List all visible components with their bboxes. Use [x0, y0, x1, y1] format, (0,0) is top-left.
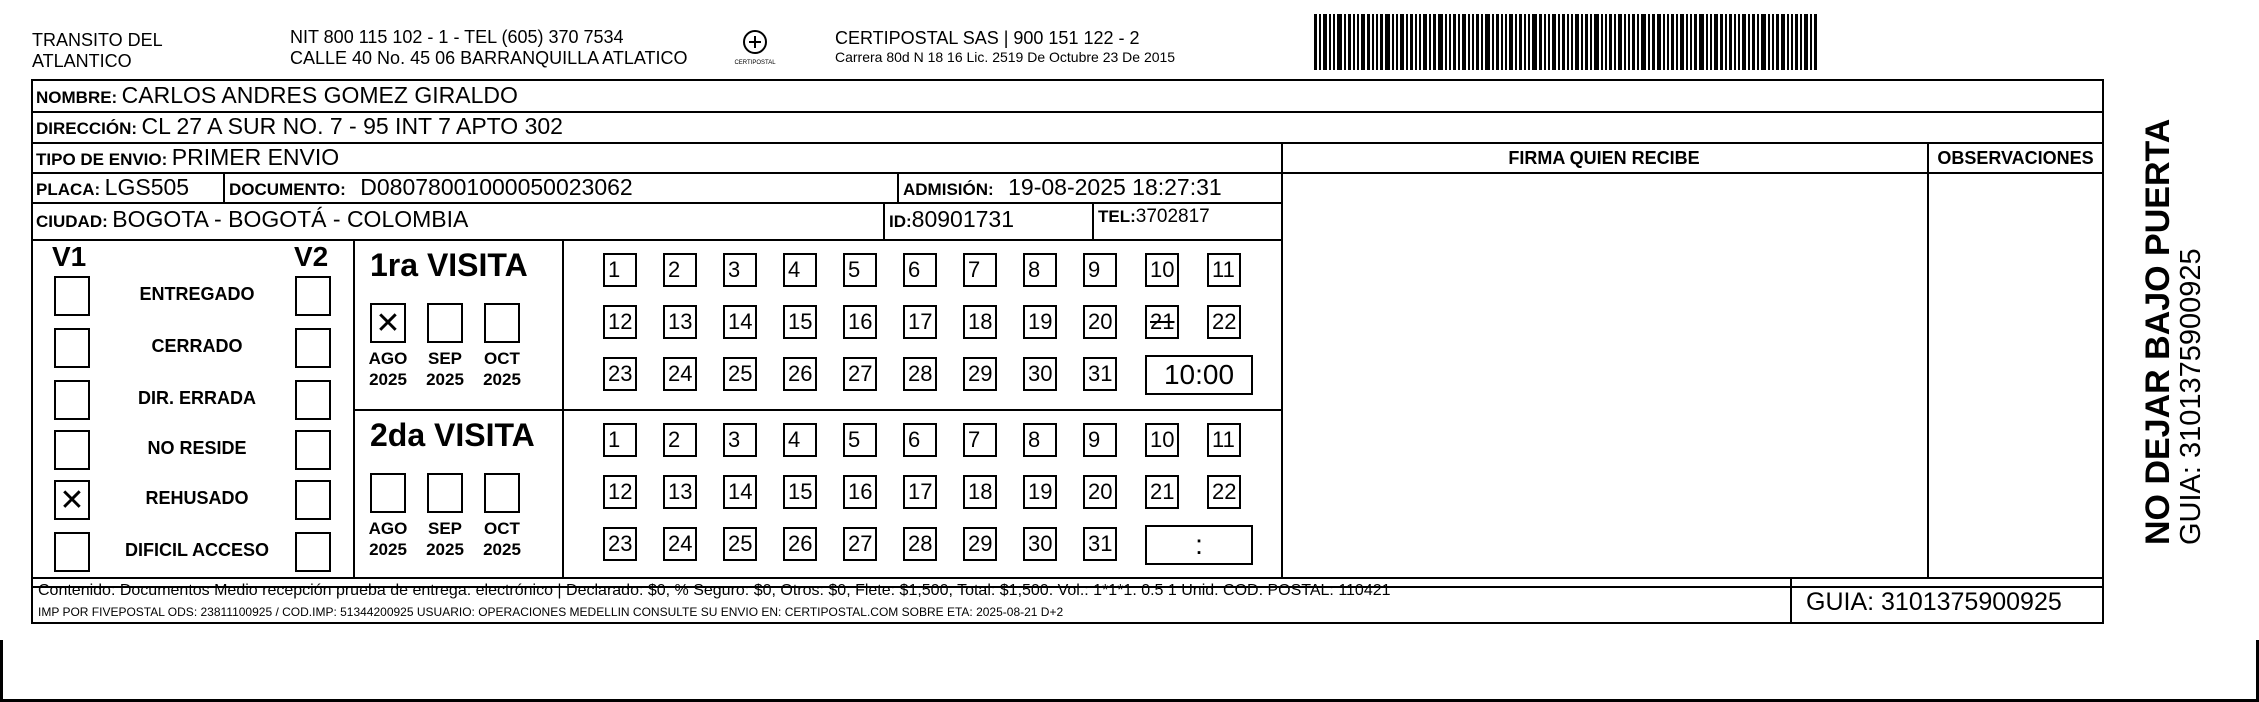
barcode-bar — [1694, 14, 1697, 70]
day-box[interactable]: 28 — [903, 357, 937, 391]
month-label — [417, 348, 473, 390]
barcode-bar — [1528, 14, 1530, 70]
barcode-bar — [1690, 14, 1692, 70]
day-box[interactable]: 30 — [1023, 527, 1057, 561]
barcode-bar — [1472, 14, 1474, 70]
sender-name — [32, 30, 163, 72]
barcode-bar — [1590, 14, 1592, 70]
barcode-bar — [1438, 14, 1443, 70]
day-box[interactable]: 21 — [1145, 475, 1179, 509]
month-label — [360, 348, 416, 390]
month-year: 2025 — [426, 370, 464, 389]
barcode-bar — [1323, 14, 1327, 70]
month-year: 2025 — [483, 540, 521, 559]
barcode-bar — [1776, 14, 1779, 70]
day-box[interactable]: 4 — [783, 423, 817, 457]
barcode-bar — [1628, 14, 1630, 70]
barcode-bar — [1376, 14, 1378, 70]
barcode-bar — [1505, 14, 1507, 70]
v1-checkbox[interactable] — [54, 276, 90, 316]
barcode-bar — [1558, 14, 1560, 70]
observations-header: OBSERVACIONES — [1937, 148, 2094, 168]
license-line: Carrera 80d N 18 16 Lic. 2519 De Octubre 23 De 2015 — [835, 49, 1176, 65]
month-checkbox[interactable] — [427, 473, 463, 513]
barcode — [1314, 14, 1954, 70]
sender-contact — [290, 27, 688, 69]
day-box[interactable]: 14 — [723, 475, 757, 509]
month-name: SEP — [427, 519, 463, 538]
month-name: AGO — [368, 349, 408, 368]
day-box[interactable]: 16 — [843, 305, 877, 339]
month-label — [360, 518, 416, 560]
address-line: CALLE 40 No. 45 06 BARRANQUILLA ATLATICO — [290, 48, 688, 68]
certipostal-logo — [733, 28, 777, 70]
company-line: CERTIPOSTAL SAS | 900 151 122 - 2 — [835, 28, 1140, 48]
barcode-bar — [1632, 14, 1635, 70]
barcode-bar — [1539, 14, 1542, 70]
svg-text:CERTIPOSTAL: CERTIPOSTAL — [734, 60, 776, 66]
barcode-bar — [1333, 14, 1335, 70]
shipment-type: PRIMER ENVIO — [171, 144, 340, 170]
document-label: DOCUMENTO: — [229, 180, 346, 199]
barcode-bar — [1686, 14, 1688, 70]
barcode-bar — [1772, 14, 1774, 70]
day-box[interactable]: 3 — [723, 423, 757, 457]
v1-checkbox[interactable] — [54, 532, 90, 572]
day-box[interactable]: 25 — [723, 527, 757, 561]
barcode-bar — [1548, 14, 1550, 70]
lower-frame — [0, 640, 2259, 702]
barcode-bar — [1353, 14, 1355, 70]
courier-info — [835, 28, 1175, 65]
barcode-bar — [1810, 14, 1812, 70]
barcode-bar — [1605, 14, 1607, 70]
barcode-bar — [1501, 14, 1503, 70]
barcode-bar — [1581, 14, 1583, 70]
status-option: DIFICIL ACCESO — [124, 540, 269, 560]
day-box[interactable]: 30 — [1023, 357, 1057, 391]
barcode-bar — [1609, 14, 1612, 70]
barcode-bar — [1804, 14, 1808, 70]
barcode-bar — [1676, 14, 1678, 70]
month-name: OCT — [484, 519, 520, 538]
barcode-bar — [1357, 14, 1359, 70]
day-box[interactable]: 9 — [1083, 253, 1117, 287]
barcode-bar — [1562, 14, 1565, 70]
barcode-bar — [1544, 14, 1546, 70]
status-option: CERRADO — [151, 336, 243, 356]
status-option: REHUSADO — [145, 488, 249, 508]
barcode-bar — [1720, 14, 1723, 70]
month-name: AGO — [368, 519, 408, 538]
barcode-bar — [1594, 14, 1599, 70]
barcode-bar — [1329, 14, 1331, 70]
v1-header: V1 — [52, 241, 87, 272]
barcode-bar — [1429, 14, 1431, 70]
id-label: ID: — [889, 212, 912, 231]
day-box[interactable]: 24 — [663, 527, 697, 561]
side-guide-number: GUIA: 3101375900925 — [2175, 248, 2207, 545]
address-label: DIRECCIÓN: — [36, 119, 138, 138]
day-box[interactable]: 18 — [963, 475, 997, 509]
day-box[interactable]: 2 — [663, 253, 697, 287]
v1-checkbox[interactable] — [54, 328, 90, 368]
day-box[interactable]: 15 — [783, 305, 817, 339]
day-box[interactable]: 19 — [1023, 305, 1057, 339]
barcode-bar — [1492, 14, 1494, 70]
day-box[interactable]: 27 — [843, 357, 877, 391]
visit-time-field[interactable]: 10:00 — [1145, 355, 1253, 395]
day-box[interactable]: 20 — [1083, 305, 1117, 339]
v2-checkbox[interactable] — [295, 276, 331, 316]
plate-label: PLACA: — [36, 180, 101, 199]
plate-value: LGS505 — [104, 174, 190, 200]
signature-header: FIRMA QUIEN RECIBE — [1508, 148, 1700, 168]
barcode-bar — [1761, 14, 1766, 70]
admission-value: 19-08-2025 18:27:31 — [1008, 174, 1222, 200]
barcode-bar — [1680, 14, 1684, 70]
barcode-bar — [1637, 14, 1639, 70]
barcode-bar — [1752, 14, 1755, 70]
barcode-bar — [1768, 14, 1770, 70]
barcode-bar — [1453, 14, 1456, 70]
footer-guide-number: GUIA: 3101375900925 — [1806, 588, 2062, 616]
barcode-bar — [1585, 14, 1588, 70]
day-box[interactable]: 20 — [1083, 475, 1117, 509]
barcode-bar — [1361, 14, 1365, 70]
day-box[interactable]: 31 — [1083, 527, 1117, 561]
month-year: 2025 — [483, 370, 521, 389]
nit-line: NIT 800 115 102 - 1 - TEL (605) 370 7534 — [290, 27, 624, 47]
city-value: BOGOTA - BOGOTÁ - COLOMBIA — [112, 206, 469, 232]
visit-time-field[interactable]: : — [1145, 525, 1253, 565]
x-mark-icon: ✕ — [375, 307, 401, 340]
barcode-bar — [1729, 14, 1732, 70]
barcode-bar — [1614, 14, 1616, 70]
barcode-bar — [1481, 14, 1483, 70]
barcode-bar — [1458, 14, 1460, 70]
day-box[interactable]: 17 — [903, 475, 937, 509]
document-cell — [229, 174, 633, 201]
day-box[interactable]: 22 — [1207, 305, 1241, 339]
v2-checkbox[interactable] — [295, 430, 331, 470]
barcode-bar — [1725, 14, 1727, 70]
v2-checkbox[interactable] — [295, 380, 331, 420]
visit-title: 2da VISITA — [370, 417, 535, 453]
month-name: OCT — [484, 349, 520, 368]
document-value: D08078001000050023062 — [360, 174, 633, 200]
day-box[interactable]: 4 — [783, 253, 817, 287]
barcode-bar — [1415, 14, 1417, 70]
barcode-bar — [1734, 14, 1736, 70]
barcode-bar — [1392, 14, 1394, 70]
barcode-bar — [1781, 14, 1785, 70]
day-box[interactable]: 8 — [1023, 423, 1057, 457]
barcode-bar — [1757, 14, 1759, 70]
month-checkbox[interactable] — [427, 303, 463, 343]
type-row — [36, 144, 339, 171]
plate-cell — [36, 174, 189, 201]
barcode-bar — [1652, 14, 1655, 70]
barcode-bar — [1706, 14, 1708, 70]
status-option: DIR. ERRADA — [137, 388, 256, 408]
barcode-bar — [1738, 14, 1740, 70]
barcode-bar — [1515, 14, 1517, 70]
day-box[interactable]: 11 — [1207, 253, 1241, 287]
status-option: ENTREGADO — [139, 284, 255, 304]
tel-cell — [1098, 206, 1210, 228]
v2-header: V2 — [294, 241, 329, 272]
barcode-bar — [1509, 14, 1513, 70]
admission-cell — [903, 174, 1222, 201]
day-box[interactable]: 26 — [783, 357, 817, 391]
print-line: IMP POR FIVEPOSTAL ODS: 23811100925 / COD.IMP: 51344200925 USUARIO: OPERACIONES MEDELLIN CONSULTE SU ENVIO EN: CERTIPOSTAL.COM SOBRE ETA: 2025-08-21 D+2 — [38, 605, 1064, 619]
v1-checkbox[interactable] — [54, 380, 90, 420]
recipient-address: CL 27 A SUR NO. 7 - 95 INT 7 APTO 302 — [141, 113, 563, 139]
name-row — [36, 82, 518, 109]
barcode-bar — [1814, 14, 1817, 70]
barcode-bar — [1648, 14, 1650, 70]
day-box[interactable]: 1 — [603, 253, 637, 287]
sender-line-2: ATLANTICO — [32, 51, 132, 71]
barcode-bar — [1791, 14, 1793, 70]
day-box[interactable]: 7 — [963, 423, 997, 457]
barcode-bar — [1795, 14, 1798, 70]
day-box[interactable]: 13 — [663, 475, 697, 509]
barcode-bar — [1337, 14, 1342, 70]
barcode-bar — [1575, 14, 1579, 70]
barcode-bar — [1532, 14, 1537, 70]
v2-checkbox[interactable] — [295, 480, 331, 520]
barcode-bar — [1524, 14, 1526, 70]
type-label: TIPO DE ENVIO: — [36, 150, 168, 169]
barcode-bar — [1667, 14, 1669, 70]
day-box[interactable]: 12 — [603, 475, 637, 509]
month-checkbox[interactable] — [370, 303, 406, 343]
month-label — [474, 348, 530, 390]
month-checkbox[interactable] — [484, 303, 520, 343]
day-box[interactable]: 23 — [603, 527, 637, 561]
city-label: CIUDAD: — [36, 212, 108, 231]
barcode-bar — [1710, 14, 1712, 70]
month-year: 2025 — [369, 370, 407, 389]
barcode-bar — [1445, 14, 1447, 70]
day-box[interactable]: 19 — [1023, 475, 1057, 509]
barcode-bar — [1423, 14, 1427, 70]
barcode-bar — [1519, 14, 1522, 70]
barcode-bar — [1372, 14, 1374, 70]
barcode-bar — [1319, 14, 1321, 70]
barcode-bar — [1419, 14, 1421, 70]
barcode-bar — [1344, 14, 1346, 70]
day-box[interactable]: 29 — [963, 357, 997, 391]
day-box[interactable]: 29 — [963, 527, 997, 561]
month-year: 2025 — [426, 540, 464, 559]
v1-checkbox[interactable] — [54, 430, 90, 470]
sender-line-1: TRANSITO DEL — [32, 30, 163, 50]
day-box[interactable]: 8 — [1023, 253, 1057, 287]
barcode-bar — [1485, 14, 1490, 70]
day-box[interactable]: 7 — [963, 253, 997, 287]
barcode-bar — [1742, 14, 1746, 70]
day-box[interactable]: 16 — [843, 475, 877, 509]
id-cell — [889, 206, 1014, 233]
v2-checkbox[interactable] — [295, 328, 331, 368]
day-box[interactable]: 12 — [603, 305, 637, 339]
tel-label: TEL: — [1098, 207, 1136, 226]
v2-checkbox[interactable] — [295, 532, 331, 572]
barcode-bar — [1624, 14, 1626, 70]
barcode-bar — [1663, 14, 1665, 70]
barcode-bar — [1400, 14, 1404, 70]
recipient-name: CARLOS ANDRES GOMEZ GIRALDO — [121, 82, 518, 108]
barcode-bar — [1671, 14, 1674, 70]
barcode-bar — [1476, 14, 1479, 70]
barcode-bar — [1567, 14, 1569, 70]
month-label — [474, 518, 530, 560]
tel-value: 3702817 — [1135, 206, 1210, 227]
barcode-bar — [1618, 14, 1622, 70]
barcode-bar — [1406, 14, 1408, 70]
barcode-bar — [1657, 14, 1661, 70]
name-label: NOMBRE: — [36, 88, 118, 107]
barcode-bar — [1468, 14, 1470, 70]
id-value: 80901731 — [911, 206, 1015, 232]
barcode-bar — [1410, 14, 1413, 70]
barcode-bar — [1699, 14, 1704, 70]
month-label — [417, 518, 473, 560]
side-notice-text: NO DEJAR BAJO PUERTA — [2139, 118, 2177, 545]
day-box[interactable]: 10 — [1145, 253, 1179, 287]
barcode-bar — [1385, 14, 1390, 70]
barcode-bar — [1496, 14, 1499, 70]
barcode-bar — [1396, 14, 1398, 70]
barcode-bar — [1787, 14, 1789, 70]
day-box[interactable]: 5 — [843, 253, 877, 287]
city-cell — [36, 206, 468, 233]
address-row — [36, 113, 563, 140]
day-box[interactable]: 27 — [843, 527, 877, 561]
day-box[interactable]: 25 — [723, 357, 757, 391]
barcode-bar — [1314, 14, 1317, 70]
day-box[interactable]: 15 — [783, 475, 817, 509]
barcode-bar — [1748, 14, 1750, 70]
barcode-bar — [1449, 14, 1451, 70]
barcode-bar — [1380, 14, 1383, 70]
day-box[interactable]: 3 — [723, 253, 757, 287]
month-name: SEP — [427, 349, 463, 368]
admission-label: ADMISIÓN: — [903, 180, 994, 199]
day-box[interactable]: 22 — [1207, 475, 1241, 509]
day-box[interactable]: 13 — [663, 305, 697, 339]
day-box[interactable]: 31 — [1083, 357, 1117, 391]
barcode-bar — [1571, 14, 1573, 70]
day-box[interactable]: 6 — [903, 253, 937, 287]
day-box[interactable]: 10 — [1145, 423, 1179, 457]
day-box[interactable]: 2 — [663, 423, 697, 457]
day-box[interactable]: 28 — [903, 527, 937, 561]
day-box[interactable]: 9 — [1083, 423, 1117, 457]
barcode-bar — [1641, 14, 1646, 70]
barcode-bar — [1433, 14, 1436, 70]
status-option: NO RESIDE — [147, 438, 247, 458]
day-box[interactable]: 23 — [603, 357, 637, 391]
x-mark-icon: ✕ — [59, 484, 85, 517]
day-box[interactable]: 26 — [783, 527, 817, 561]
side-notice — [2140, 119, 2206, 545]
visit-title: 1ra VISITA — [370, 247, 528, 283]
day-box[interactable]: 18 — [963, 305, 997, 339]
day-box[interactable]: 11 — [1207, 423, 1241, 457]
barcode-bar — [1714, 14, 1718, 70]
day-box[interactable]: 1 — [603, 423, 637, 457]
barcode-bar — [1552, 14, 1556, 70]
barcode-bar — [1462, 14, 1466, 70]
month-checkbox[interactable] — [484, 473, 520, 513]
barcode-bar — [1800, 14, 1802, 70]
v1-checkbox[interactable] — [54, 480, 90, 520]
barcode-bar — [1367, 14, 1370, 70]
barcode-bar — [1348, 14, 1351, 70]
day-box[interactable]: 6 — [903, 423, 937, 457]
day-box[interactable]: 24 — [663, 357, 697, 391]
day-box[interactable]: 5 — [843, 423, 877, 457]
day-box[interactable]: 21 — [1145, 305, 1179, 339]
month-year: 2025 — [369, 540, 407, 559]
barcode-bar — [1601, 14, 1603, 70]
content-line: Contenido: Documentos Medio recepción prueba de entrega: electrónico | Declarado: $0, % Seguro: $0, Otros: $0, Flete: $1,500, Total: $1,500. Vol.: 1*1*1. 0.5 1 Unid. COD. POSTAL: 110421 — [38, 582, 1391, 599]
month-checkbox[interactable] — [370, 473, 406, 513]
day-box[interactable]: 17 — [903, 305, 937, 339]
day-box[interactable]: 14 — [723, 305, 757, 339]
